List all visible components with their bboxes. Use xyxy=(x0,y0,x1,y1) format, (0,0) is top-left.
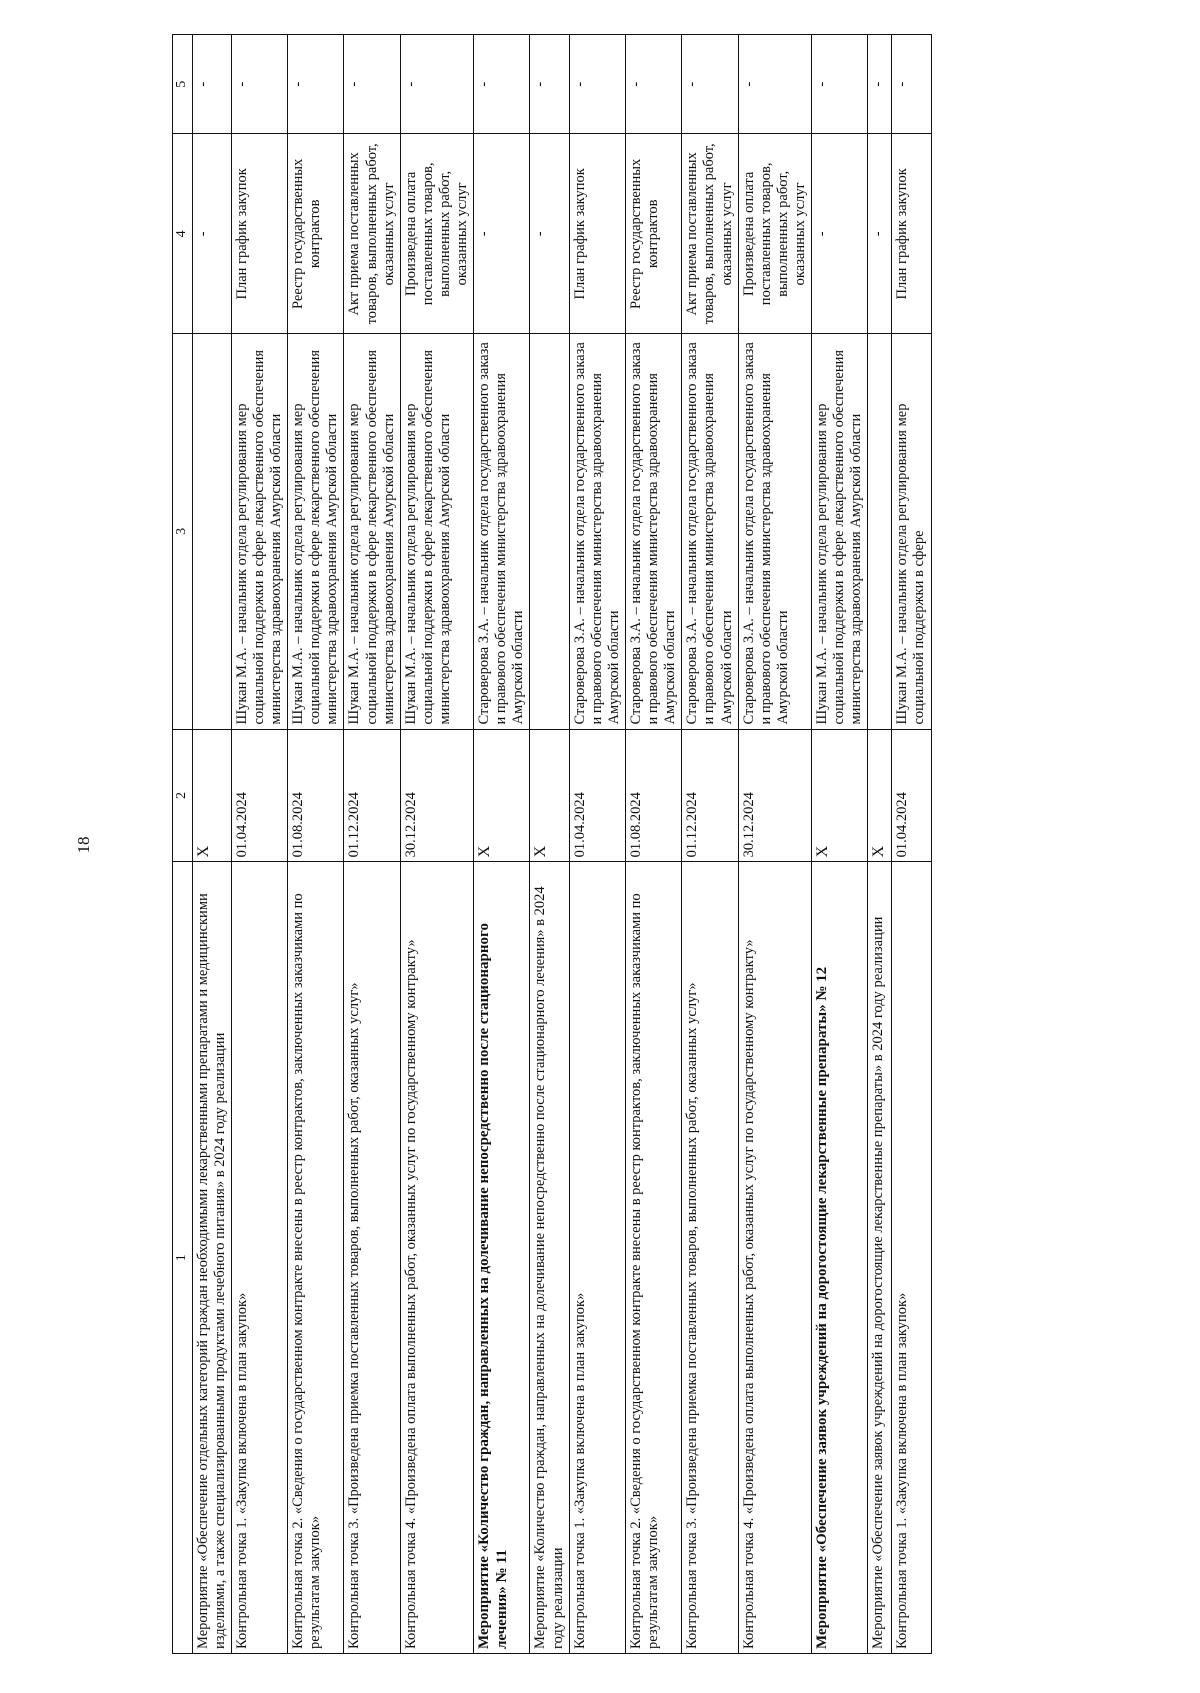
cell-responsible: Шукан М.А. – начальник отдела регулирования мер социальной поддержки в сфере лекарственного обеспечения министерства здравоохранения Амурской области xyxy=(400,334,473,729)
cell-date: 01.04.2024 xyxy=(569,729,625,862)
cell-responsible: Шукан М.А. – начальник отдела регулирования мер социальной поддержки в сфере xyxy=(892,334,931,729)
cell-document: - xyxy=(812,134,868,334)
table-row xyxy=(569,35,625,1654)
cell-responsible: Староверова З.А. – начальник отдела государственного заказа и правового обеспечения министерства здравоохранения Амурской области xyxy=(474,334,530,729)
cell-note: - xyxy=(569,35,625,134)
cell-responsible xyxy=(530,334,569,729)
cell-document: - xyxy=(530,134,569,334)
cell-note: - xyxy=(738,35,811,134)
cell-responsible: Староверова З.А. – начальник отдела государственного заказа и правового обеспечения министерства здравоохранения Амурской области xyxy=(626,334,682,729)
header-col-1: 1 xyxy=(173,862,193,1654)
table-row xyxy=(400,35,473,1654)
cell-note: - xyxy=(868,35,892,134)
header-col-2: 2 xyxy=(173,729,193,862)
cell-event-or-control-point: Мероприятие «Обеспечение заявок учреждений на дорогостоящие лекарственные препараты» в 2024 году реализации xyxy=(868,862,892,1654)
cell-document: Произведена оплата поставленных товаров, выполненных работ, оказанных услуг xyxy=(738,134,811,334)
cell-event-or-control-point: Контрольная точка 1. «Закупка включена в план закупок» xyxy=(892,862,931,1654)
cell-event-or-control-point: Контрольная точка 1. «Закупка включена в план закупок» xyxy=(569,862,625,1654)
cell-document: Реестр государственных контрактов xyxy=(626,134,682,334)
cell-document: - xyxy=(474,134,530,334)
cell-date: 01.12.2024 xyxy=(344,729,400,862)
cell-note: - xyxy=(892,35,931,134)
cell-date: 01.12.2024 xyxy=(682,729,738,862)
cell-document: - xyxy=(868,134,892,334)
control-points-table xyxy=(172,34,932,1654)
cell-note: - xyxy=(626,35,682,134)
cell-date: X xyxy=(530,729,569,862)
cell-note: - xyxy=(682,35,738,134)
cell-event-or-control-point: Мероприятие «Количество граждан, направленных на долечивание непосредственно после стационарного лечения» в 2024 году реализации xyxy=(530,862,569,1654)
cell-event-or-control-point: Контрольная точка 4. «Произведена оплата выполненных работ, оказанных услуг по государственному контракту» xyxy=(738,862,811,1654)
table-row xyxy=(474,35,530,1654)
cell-event-or-control-point: Мероприятие «Обеспечение заявок учреждений на дорогостоящие лекарственные препараты» № 12 xyxy=(812,862,868,1654)
header-col-5: 5 xyxy=(173,35,193,134)
table-row xyxy=(231,35,287,1654)
cell-event-or-control-point: Контрольная точка 2. «Сведения о государственном контракте внесены в реестр контрактов, заключенных заказчиками по результатам закупок» xyxy=(626,862,682,1654)
cell-date: X xyxy=(192,729,231,862)
cell-responsible: Шукан М.А. – начальник отдела регулирования мер социальной поддержки в сфере лекарственного обеспечения министерства здравоохранения Амурской области xyxy=(231,334,287,729)
cell-date: 01.04.2024 xyxy=(892,729,931,862)
rotated-table-sheet xyxy=(172,34,1042,1654)
cell-document: Произведена оплата поставленных товаров, выполненных работ, оказанных услуг xyxy=(400,134,473,334)
cell-responsible xyxy=(868,334,892,729)
cell-note: - xyxy=(530,35,569,134)
table-row xyxy=(192,35,231,1654)
cell-note: - xyxy=(288,35,344,134)
cell-responsible: Староверова З.А. – начальник отдела государственного заказа и правового обеспечения министерства здравоохранения Амурской области xyxy=(738,334,811,729)
table-row xyxy=(868,35,892,1654)
cell-date: 01.04.2024 xyxy=(231,729,287,862)
header-col-3: 3 xyxy=(173,334,193,729)
cell-responsible: Староверова З.А. – начальник отдела государственного заказа и правового обеспечения министерства здравоохранения Амурской области xyxy=(569,334,625,729)
cell-note: - xyxy=(400,35,473,134)
table-header-row xyxy=(173,35,193,1654)
cell-note: - xyxy=(231,35,287,134)
cell-responsible: Староверова З.А. – начальник отдела государственного заказа и правового обеспечения министерства здравоохранения Амурской области xyxy=(682,334,738,729)
table-row xyxy=(530,35,569,1654)
cell-event-or-control-point: Контрольная точка 1. «Закупка включена в план закупок» xyxy=(231,862,287,1654)
header-col-4: 4 xyxy=(173,134,193,334)
cell-responsible: Шукан М.А. – начальник отдела регулирования мер социальной поддержки в сфере лекарственного обеспечения министерства здравоохранения Амурской области xyxy=(344,334,400,729)
table-body xyxy=(192,35,931,1654)
cell-responsible xyxy=(192,334,231,729)
cell-date: X xyxy=(474,729,530,862)
cell-note: - xyxy=(344,35,400,134)
table-row xyxy=(812,35,868,1654)
cell-document: План график закупок xyxy=(892,134,931,334)
table-row xyxy=(344,35,400,1654)
cell-event-or-control-point: Контрольная точка 4. «Произведена оплата выполненных работ, оказанных услуг по государственному контракту» xyxy=(400,862,473,1654)
cell-event-or-control-point: Контрольная точка 3. «Произведена приемка поставленных товаров, выполненных работ, оказанных услуг» xyxy=(682,862,738,1654)
cell-date: 30.12.2024 xyxy=(738,729,811,862)
page-number: 18 xyxy=(74,836,93,854)
cell-note: - xyxy=(192,35,231,134)
cell-date: 01.08.2024 xyxy=(626,729,682,862)
cell-event-or-control-point: Контрольная точка 3. «Произведена приемка поставленных товаров, выполненных работ, оказанных услуг» xyxy=(344,862,400,1654)
table-row xyxy=(682,35,738,1654)
table-row xyxy=(626,35,682,1654)
cell-event-or-control-point: Мероприятие «Обеспечение отдельных категорий граждан необходимыми лекарственными препаратами и медицинскими изделиями, а также специализированными продуктами лечебного питания» в 2024 году реализации xyxy=(192,862,231,1654)
cell-document: Акт приема поставленных товаров, выполненных работ, оказанных услуг xyxy=(344,134,400,334)
cell-document: План график закупок xyxy=(231,134,287,334)
cell-document: Акт приема поставленных товаров, выполненных работ, оказанных услуг xyxy=(682,134,738,334)
cell-date: 30.12.2024 xyxy=(400,729,473,862)
cell-document: - xyxy=(192,134,231,334)
table-row xyxy=(892,35,931,1654)
cell-date: X xyxy=(868,729,892,862)
cell-event-or-control-point: Контрольная точка 2. «Сведения о государственном контракте внесены в реестр контрактов, заключенных заказчиками по результатам закупок» xyxy=(288,862,344,1654)
cell-event-or-control-point: Мероприятие «Количество граждан, направленных на долечивание непосредственно после стационарного лечения» № 11 xyxy=(474,862,530,1654)
cell-document: Реестр государственных контрактов xyxy=(288,134,344,334)
cell-date: 01.08.2024 xyxy=(288,729,344,862)
cell-responsible: Шукан М.А. – начальник отдела регулирования мер социальной поддержки в сфере лекарственного обеспечения министерства здравоохранения Амурской области xyxy=(812,334,868,729)
table-row xyxy=(738,35,811,1654)
table-row xyxy=(288,35,344,1654)
cell-note: - xyxy=(812,35,868,134)
cell-date: X xyxy=(812,729,868,862)
cell-responsible: Шукан М.А. – начальник отдела регулирования мер социальной поддержки в сфере лекарственного обеспечения министерства здравоохранения Амурской области xyxy=(288,334,344,729)
cell-document: План график закупок xyxy=(569,134,625,334)
cell-note: - xyxy=(474,35,530,134)
